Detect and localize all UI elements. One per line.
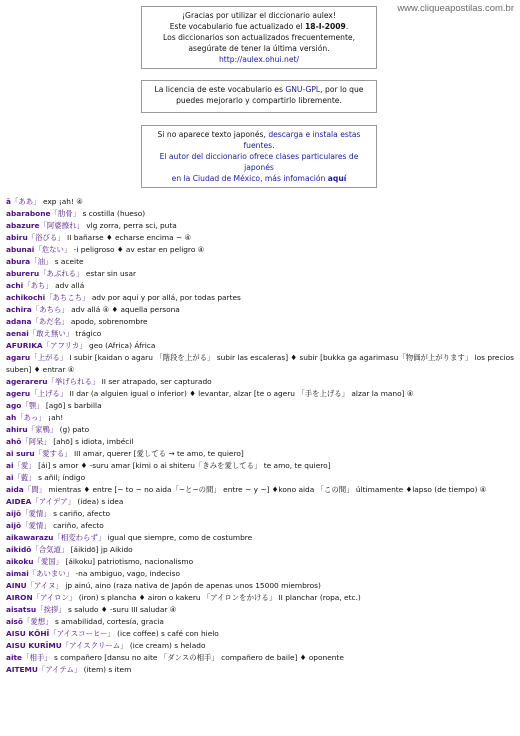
entry-definition: adv por aquí y por allá, por todas partes (91, 293, 241, 302)
dictionary-entry (6, 268, 516, 280)
entry-japanese: 「あち」 (23, 281, 53, 290)
dictionary-entry (6, 652, 516, 664)
entry-headword: ah (6, 413, 17, 422)
dictionary-entry (6, 604, 516, 616)
dictionary-entry (6, 412, 516, 424)
frequency-line: Los diccionarios son actualizados frecuentemente, (162, 33, 356, 42)
entry-japanese: 「愛情」 (21, 509, 51, 518)
update-date: 18-I-2009 (305, 22, 346, 31)
entry-headword: ai suru (6, 449, 35, 458)
thanks-line: ¡Gracias por utilizar el diccionario aulex! (182, 11, 336, 20)
dictionary-entry (6, 568, 516, 580)
dictionary-entry (6, 496, 516, 508)
entry-definition: (ice coffee) s café con hielo (117, 629, 219, 638)
entry-headword: AIDEA (6, 497, 32, 506)
entry-definition: s amabilidad, cortesía, gracia (54, 617, 164, 626)
entry-headword: aijō (6, 521, 22, 530)
entry-definition: -i peligroso ♦ av estar en peligro ④ (73, 245, 205, 254)
entry-headword: ageru (6, 389, 31, 398)
entry-headword: aikoku (6, 557, 34, 566)
entry-japanese: 「あっ」 (16, 413, 46, 422)
latest-version-line: asegúrate de tener la última versión. (188, 44, 330, 53)
info-box-fonts: Si no aparece texto japonés, descarga e instala estas fuentes. El autor del diccionario ofrece clases particulares de japonés en la Ciudad de México, más infomación aquí (141, 125, 377, 188)
entry-headword: aisō (6, 617, 23, 626)
entry-japanese: 「アイテム」 (37, 665, 82, 674)
dictionary-entry (6, 556, 516, 568)
install-fonts-link[interactable]: descarga e instala estas fuentes (243, 130, 361, 150)
updated-line: Este vocabulario fue actualizado el 18-I-2009. (169, 22, 349, 31)
entry-japanese: 「阿婆擦れ」 (39, 221, 84, 230)
entry-headword: ahiru (6, 425, 28, 434)
entry-definition: s costilla (hueso) (82, 209, 146, 218)
entry-japanese: 「上がる」 (30, 353, 68, 362)
entry-definition: (iron) s plancha ♦ airon o kakeru 「アイロンをかける」 II planchar (ropa, etc.) (78, 593, 361, 602)
entry-japanese: 「アイデア」 (31, 497, 76, 506)
entry-definition: (g) pato (59, 425, 90, 434)
entry-definition: apodo, sobrenombre (70, 317, 148, 326)
watermark: www.cliqueapostilas.com.br (397, 3, 514, 14)
entry-japanese: 「相手」 (22, 653, 52, 662)
dictionary-entry (6, 280, 516, 292)
entry-japanese: 「ああ」 (11, 197, 41, 206)
dictionary-entry (6, 448, 516, 460)
entry-definition: II ser atrapado, ser capturado (101, 377, 212, 386)
dictionary-entry (6, 244, 516, 256)
entry-definition: jp ainú, aino (raza nativa de Japón de apenas unos 15000 miembros) (65, 581, 321, 590)
entry-japanese: 「油」 (30, 257, 53, 266)
entry-headword: aenai (6, 329, 29, 338)
entry-definition: [agō] s barbilla (45, 401, 102, 410)
entry-definition: s añil; índigo (38, 473, 86, 482)
entry-headword: ahō (6, 437, 22, 446)
entry-headword: abura (6, 257, 31, 266)
entry-japanese: 「藍」 (13, 473, 36, 482)
dictionary-entry (6, 616, 516, 628)
dictionary-entry (6, 316, 516, 328)
entry-headword: abiru (6, 233, 28, 242)
entry-definition: trágico (75, 329, 102, 338)
entry-definition: geo (Africa) África (89, 341, 156, 350)
entry-japanese: 「阿呆」 (21, 437, 51, 446)
dictionary-entry-list (6, 196, 516, 676)
entry-japanese: 「敢え無い」 (28, 329, 74, 338)
dictionary-entry (6, 532, 516, 544)
entry-definition: exp ¡ah! ④ (42, 197, 83, 206)
entry-definition: s aceite (54, 257, 84, 266)
entry-japanese: 「上げる」 (30, 389, 68, 398)
entry-headword: achi (6, 281, 24, 290)
dictionary-entry (6, 580, 516, 592)
entry-headword: aida (6, 485, 24, 494)
info-box-license: La licencia de este vocabulario es GNU-GPL, por lo que puedes mejorarlo y compartirlo libremente. (141, 80, 377, 113)
entry-definition: cariño, afecto (53, 521, 104, 530)
entry-japanese: 「アフリカ」 (42, 341, 87, 350)
entry-definition: vlg zorra, perra sci, puta (86, 221, 177, 230)
entry-japanese: 「挙げられる」 (47, 377, 100, 386)
dictionary-entry (6, 484, 516, 496)
entry-japanese: 「愛情」 (21, 521, 51, 530)
entry-headword: abureru (6, 269, 40, 278)
entry-japanese: 「アイスクリーム」 (61, 641, 128, 650)
entry-headword: abazure (6, 221, 40, 230)
entry-headword: AITEMU (6, 665, 38, 674)
entry-japanese: 「間」 (23, 485, 46, 494)
entry-definition: [áikoku] patriotismo, nacionalismo (65, 557, 194, 566)
entry-japanese: 「あちら」 (31, 305, 69, 314)
entry-definition: ¡ah! (48, 413, 64, 422)
entry-japanese: 「愛」 (13, 461, 36, 470)
entry-headword: ai (6, 461, 14, 470)
entry-headword: ago (6, 401, 22, 410)
dictionary-entry (6, 640, 516, 652)
info-box-update (141, 6, 377, 69)
entry-headword: agerareru (6, 377, 48, 386)
dictionary-entry (6, 424, 516, 436)
entry-definition: mientras ♦ entre [~ to ~ no aida「~と~の間」 entre ~ y ~] ♦kono aida 「この間」 últimamente ♦lapso (de tiempo) ④ (48, 485, 487, 494)
entry-headword: AINU (6, 581, 27, 590)
entry-definition: (item) s item (83, 665, 132, 674)
entry-japanese: 「合気道」 (31, 545, 69, 554)
entry-japanese: 「あいまい」 (28, 569, 74, 578)
dictionary-entry (6, 628, 516, 640)
dictionary-entry (6, 664, 516, 676)
entry-definition: [ahō] s idiota, imbécil (53, 437, 134, 446)
dictionary-entry (6, 340, 516, 352)
entry-japanese: 「あだ名」 (31, 317, 69, 326)
entry-definition: estar sin usar (85, 269, 137, 278)
entry-headword: aikawarazu (6, 533, 54, 542)
entry-headword: aimai (6, 569, 29, 578)
city-line: en la Ciudad de México, más infomación aquí (171, 174, 347, 183)
entry-headword: AISU KŌHĪ (6, 629, 50, 638)
entry-headword: AFURIKA (6, 341, 43, 350)
dictionary-entry (6, 472, 516, 484)
dictionary-entry (6, 592, 516, 604)
entry-definition: I subir [kaidan o agaru 「階段を上がる」 subir las escaleras] ♦ subir [bukka ga agarimasu「物価が上がります」 los precios suben] ♦ entrar ④ (6, 353, 514, 374)
dictionary-entry (6, 328, 516, 340)
aulex-url-link[interactable]: http://aulex.ohui.net/ (218, 55, 300, 64)
entry-headword: ai (6, 473, 14, 482)
entry-headword: aijō (6, 509, 22, 518)
entry-definition: II bañarse ♦ echarse encima ~ ④ (67, 233, 192, 242)
dictionary-entry (6, 208, 516, 220)
dictionary-entry (6, 460, 516, 472)
entry-definition: (ice cream) s helado (129, 641, 206, 650)
entry-japanese: 「浴びる」 (27, 233, 65, 242)
entry-headword: AIRON (6, 593, 33, 602)
entry-japanese: 「顎」 (21, 401, 44, 410)
entry-headword: AISU KURĪMU (6, 641, 62, 650)
entry-headword: abunai (6, 245, 35, 254)
gnu-gpl-link[interactable]: GNU-GPL (285, 85, 321, 94)
dictionary-entry (6, 220, 516, 232)
entry-japanese: 「アイロン」 (32, 593, 77, 602)
entry-japanese: 「アイスコーヒー」 (49, 629, 115, 638)
entry-headword: achira (6, 305, 32, 314)
dictionary-entry (6, 388, 516, 400)
dictionary-entry (6, 544, 516, 556)
entry-headword: agaru (6, 353, 31, 362)
entry-japanese: 「肋骨」 (50, 209, 81, 218)
entry-definition: II dar (a alguien igual o inferior) ♦ levantar, alzar [te o ageru 「手を上げる」 alzar la mano] ④ (69, 389, 414, 398)
entry-headword: achikochi (6, 293, 46, 302)
entry-headword: adana (6, 317, 32, 326)
entry-definition: s cariño, afecto (53, 509, 111, 518)
entry-headword: aite (6, 653, 23, 662)
entry-japanese: 「愛国」 (33, 557, 64, 566)
entry-japanese: 「あちこち」 (45, 293, 90, 302)
dictionary-entry (6, 436, 516, 448)
entry-japanese: 「あぶれる」 (39, 269, 84, 278)
entry-definition: s compañero [dansu no aite 「ダンスの相手」 compañero de baile] ♦ oponente (54, 653, 344, 662)
dictionary-entry (6, 256, 516, 268)
entry-definition: [áikidō] jp Aikido (70, 545, 133, 554)
entry-definition: s saludo ♦ -suru III saludar ④ (68, 605, 177, 614)
entry-japanese: 「アイヌ」 (26, 581, 63, 590)
entry-definition: [ái] s amor ♦ -suru amar [kimi o ai shiteru「きみを愛してる」 te amo, te quiero] (38, 461, 331, 470)
dictionary-entry (6, 352, 516, 376)
dictionary-entry (6, 292, 516, 304)
dictionary-entry (6, 304, 516, 316)
entry-headword: aikidō (6, 545, 32, 554)
entry-japanese: 「相変わらず」 (53, 533, 106, 542)
classes-line: El autor del diccionario ofrece clases particulares de japonés (159, 152, 359, 172)
dictionary-entry (6, 376, 516, 388)
entry-definition: III amar, querer [愛してる → te amo, te quiero] (74, 449, 244, 458)
entry-headword: ā (6, 197, 11, 206)
entry-definition: igual que siempre, como de costumbre (107, 533, 253, 542)
more-info-link[interactable]: aquí (327, 174, 347, 183)
entry-headword: abarabone (6, 209, 51, 218)
dictionary-entry (6, 520, 516, 532)
entry-headword: aisatsu (6, 605, 37, 614)
entry-definition: (idea) s idea (77, 497, 124, 506)
dictionary-entry (6, 196, 516, 208)
entry-japanese: 「家鴨」 (27, 425, 58, 434)
entry-definition: adv allá ④ ♦ aquella persona (71, 305, 180, 314)
entry-definition: adv allá (55, 281, 85, 290)
entry-japanese: 「危ない」 (34, 245, 72, 254)
entry-japanese: 「愛想」 (23, 617, 53, 626)
dictionary-entry (6, 232, 516, 244)
dictionary-entry (6, 400, 516, 412)
entry-definition: -na ambiguo, vago, indeciso (75, 569, 181, 578)
entry-japanese: 「愛する」 (34, 449, 72, 458)
dictionary-entry (6, 508, 516, 520)
entry-japanese: 「挨拶」 (36, 605, 66, 614)
